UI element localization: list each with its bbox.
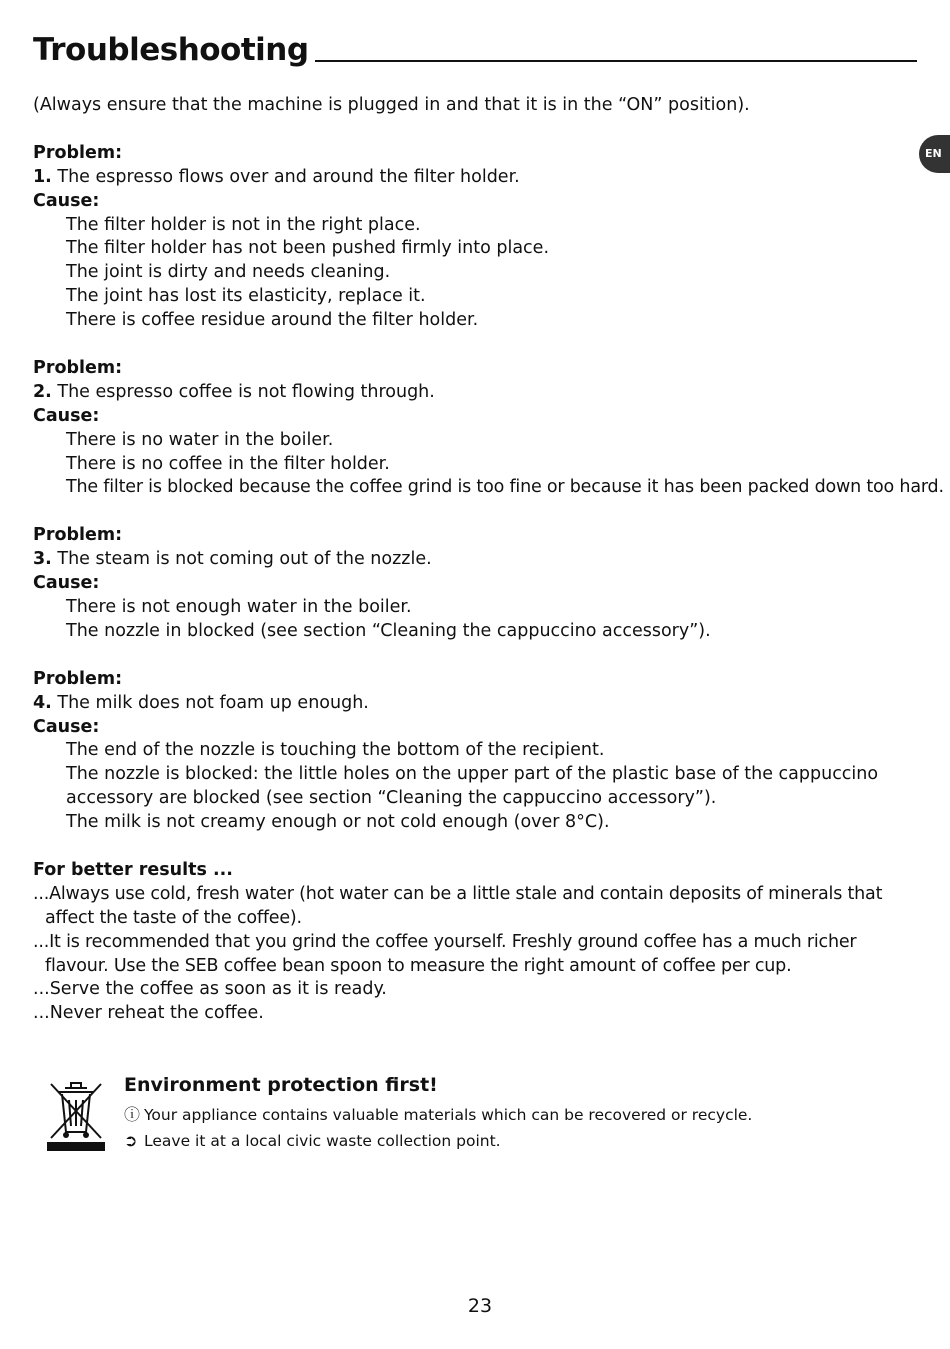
cause-item: The nozzle in blocked (see section “Cleaning the cappuccino accessory”).	[66, 620, 711, 641]
cause-item: The nozzle is blocked: the little holes on the upper part of the plastic base of the cappuccino	[66, 764, 879, 785]
tip-item: ...It is recommended that you grind the coffee yourself. Freshly ground coffee has a much richer flavour. Use the SEB coffee bean spoon to measure the right amount of coffee per cup.	[33, 931, 857, 976]
cause-label: Cause:	[33, 573, 100, 594]
cause-item: There is not enough water in the boiler.	[66, 596, 412, 617]
problem-statement: 1. The espresso flows over and around the filter holder.	[33, 166, 520, 187]
problem-label: Problem:	[33, 357, 123, 378]
crossed-out-bin-icon	[47, 1080, 105, 1152]
tip-item: ...Always use cold, fresh water (hot water can be a little stale and contain deposits of minerals that affect the taste of the coffee).	[33, 883, 883, 928]
language-tab: EN	[919, 135, 950, 173]
problem-statement: 3. The steam is not coming out of the nozzle.	[33, 549, 432, 570]
problem-label: Problem:	[33, 525, 123, 546]
intro-text: (Always ensure that the machine is plugged in and that it is in the “ON” position).	[33, 95, 750, 115]
cause-label: Cause:	[33, 716, 100, 737]
problem-label: Problem:	[33, 142, 123, 163]
curved-arrow-icon: ➲	[124, 1131, 138, 1150]
environment-line: ⓘ Your appliance contains valuable materials which can be recovered or recycle.	[124, 1105, 753, 1124]
title-row	[33, 28, 917, 68]
environment-title: Environment protection first!	[124, 1074, 438, 1096]
environment-line: ➲ Leave it at a local civic waste collection point.	[124, 1131, 501, 1150]
cause-item: There is no water in the boiler.	[66, 429, 334, 450]
cause-item: The filter is blocked because the coffee grind is too fine or because it has been packed down too hard.	[66, 477, 944, 498]
cause-item: The filter holder is not in the right place.	[66, 214, 421, 235]
cause-label: Cause:	[33, 405, 100, 426]
tip-item: ...Never reheat the coffee.	[33, 1003, 264, 1024]
cause-item: The filter holder has not been pushed firmly into place.	[66, 238, 550, 259]
cause-item: The joint has lost its elasticity, replace it.	[66, 286, 426, 307]
cause-item: The milk is not creamy enough or not cold enough (over 8°C).	[66, 812, 610, 833]
page-title: Troubleshooting	[33, 32, 309, 68]
environment-section	[45, 1072, 905, 1162]
problem-statement: 4. The milk does not foam up enough.	[33, 692, 369, 713]
cause-item: There is no coffee in the filter holder.	[66, 453, 390, 474]
cause-item: accessory are blocked (see section “Cleaning the cappuccino accessory”).	[66, 788, 717, 809]
tip-item: ...Serve the coffee as soon as it is ready.	[33, 979, 387, 1000]
page-number: 23	[467, 1295, 493, 1317]
info-icon: ⓘ	[124, 1105, 141, 1124]
problem-label: Problem:	[33, 668, 123, 689]
cause-item: The end of the nozzle is touching the bottom of the recipient.	[66, 740, 605, 761]
troubleshooting-content	[33, 94, 944, 1026]
title-rule	[315, 60, 917, 62]
cause-label: Cause:	[33, 190, 100, 211]
problem-statement: 2. The espresso coffee is not flowing through.	[33, 381, 435, 402]
better-results-heading: For better results ...	[33, 859, 233, 880]
cause-item: The joint is dirty and needs cleaning.	[66, 262, 391, 283]
cause-item: There is coffee residue around the filter holder.	[66, 310, 479, 331]
